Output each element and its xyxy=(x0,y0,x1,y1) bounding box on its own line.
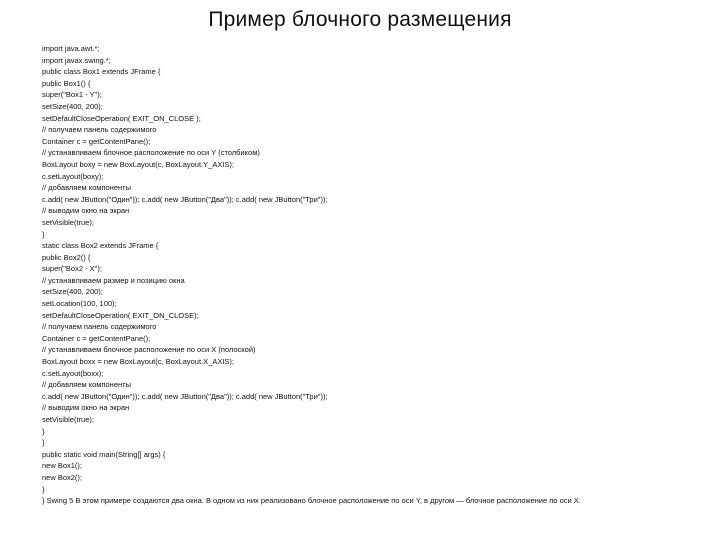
code-line: // устанавливаем блочное расположение по оси Y (столбиком) xyxy=(42,148,260,158)
slide-title: Пример блочного размещения xyxy=(208,8,512,31)
code-line: } xyxy=(42,438,45,448)
code-line: setDefaultCloseOperation( EXIT_ON_CLOSE ); xyxy=(42,113,201,123)
code-line: setSize(400, 200); xyxy=(42,101,103,111)
code-line: setDefaultCloseOperation( EXIT_ON_CLOSE); xyxy=(42,310,199,320)
code-line: static class Box2 extends JFrame { xyxy=(42,241,159,251)
code-line: Container c = getContentPane(); xyxy=(42,136,151,146)
code-line: public Box1() { xyxy=(42,78,91,88)
code-line: // устанавливаем размер и позицию окна xyxy=(42,275,185,285)
code-line: super("Box2 - X"); xyxy=(42,264,102,274)
code-listing xyxy=(42,43,712,507)
code-line: Container c = getContentPane(); xyxy=(42,333,151,343)
code-line: new Box2(); xyxy=(42,472,83,482)
code-line: // получаем панель содержимого xyxy=(42,322,157,332)
code-line: c.add( new JButton("Один")); c.add( new JButton("Два")); c.add( new JButton("Три")); xyxy=(42,194,328,204)
code-line: } xyxy=(42,229,45,239)
code-line: setSize(400, 200); xyxy=(42,287,103,297)
code-line: c.setLayout(boxy); xyxy=(42,171,104,181)
code-line: BoxLayout boxy = new BoxLayout(c, BoxLayout.Y_AXIS); xyxy=(42,159,234,169)
code-line: public static void main(String[] args) { xyxy=(42,449,166,459)
code-line: import java.awt.*; xyxy=(42,44,100,53)
code-line: // добавляем компоненты xyxy=(42,183,131,193)
code-line: public class Box1 extends JFrame { xyxy=(42,67,161,77)
code-line: setLocation(100, 100); xyxy=(42,299,117,309)
code-line: public Box2() { xyxy=(42,252,91,262)
code-line: import javax.swing.*; xyxy=(42,55,111,65)
code-line: } xyxy=(42,426,45,436)
code-line: // выводим окно на экран xyxy=(42,206,130,216)
code-line: // получаем панель содержимого xyxy=(42,125,157,135)
code-line: c.setLayout(boxx); xyxy=(42,368,104,378)
code-line: setVisible(true); xyxy=(42,415,94,424)
code-line: } Swing 5 В этом примере создаются два окна. В одном из них реализовано блочное расположение по оси Y, в другом — блочное расположение по оси X. xyxy=(42,496,581,506)
code-line: setVisible(true); xyxy=(42,217,94,227)
code-line: // устанавливаем блочное расположение по оси X (полоской) xyxy=(42,345,256,355)
code-line: c.add( new JButton("Один")); c.add( new JButton("Два")); c.add( new JButton("Три")); xyxy=(42,391,328,401)
code-line: } xyxy=(42,484,45,494)
code-line: // добавляем компоненты xyxy=(42,380,131,390)
code-line: new Box1(); xyxy=(42,461,83,471)
code-line: BoxLayout boxx = new BoxLayout(c, BoxLayout.X_AXIS); xyxy=(42,357,234,367)
code-line: super("Box1 - Y"); xyxy=(42,90,102,100)
code-line: // выводим окно на экран xyxy=(42,403,130,413)
